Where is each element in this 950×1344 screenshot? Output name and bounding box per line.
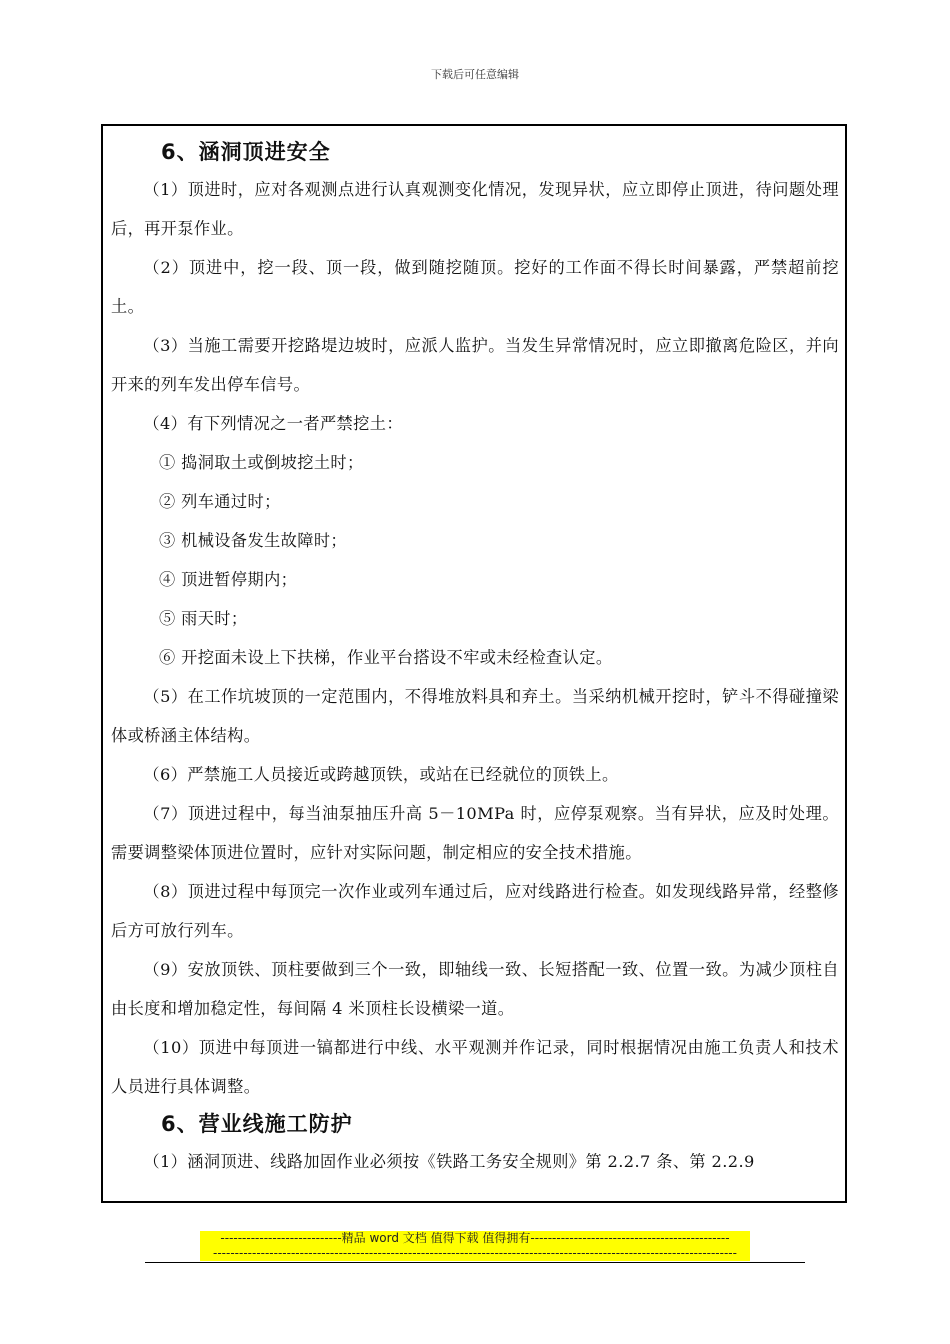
paragraph-2: （2）顶进中，挖一段、顶一段，做到随挖随顶。挖好的工作面不得长时间暴露，严禁超前挖土。 — [111, 258, 839, 316]
paragraph-4: （4）有下列情况之一者严禁挖土： — [143, 414, 403, 433]
document-body — [103, 126, 845, 1181]
document-frame — [101, 124, 847, 1203]
paragraph-6: （6）严禁施工人员接近或跨越顶铁，或站在已经就位的顶铁上。 — [143, 765, 619, 784]
paragraph-1: （1）顶进时，应对各观测点进行认真观测变化情况，发现异状，应立即停止顶进，待问题处理后，再开泵作业。 — [111, 180, 839, 238]
paragraph-10: （10）顶进中每顶进一镐都进行中线、水平观测并作记录，同时根据情况由施工负责人和技术人员进行具体调整。 — [111, 1038, 839, 1096]
paragraph-9: （9）安放顶铁、顶柱要做到三个一致，即轴线一致、长短搭配一致、位置一致。为减少顶柱自由长度和增加稳定性，每间隔 4 米顶柱长设横梁一道。 — [111, 960, 839, 1018]
list-item-2: ② 列车通过时； — [159, 492, 281, 511]
paragraph-section2-1: （1）涵洞顶进、线路加固作业必须按《铁路工务安全规则》第 2.2.7 条、第 2.2.9 — [143, 1152, 755, 1171]
section-heading-culvert-jacking: 6、涵洞顶进安全 — [161, 140, 331, 164]
footer-line-1: ----------------------------精品 word 文档 值得下载 值得拥有---------------------------------------------- — [220, 1231, 730, 1245]
list-item-3: ③ 机械设备发生故障时； — [159, 531, 348, 550]
header-note: 下载后可任意编辑 — [431, 68, 519, 81]
list-item-6: ⑥ 开挖面未设上下扶梯，作业平台搭设不牢或未经检查认定。 — [159, 648, 613, 667]
footer-banner — [200, 1231, 750, 1261]
list-item-5: ⑤ 雨天时； — [159, 609, 248, 628]
paragraph-3: （3）当施工需要开挖路堤边坡时，应派人监护。当发生异常情况时，应立即撤离危险区，并向开来的列车发出停车信号。 — [111, 336, 839, 394]
paragraph-7: （7）顶进过程中，每当油泵抽压升高 5－10MPa 时，应停泵观察。当有异状，应及时处理。需要调整梁体顶进位置时，应针对实际问题，制定相应的安全技术措施。 — [111, 804, 839, 862]
footer-line-2: ------------------------------------------------------------------------------------------------------------------------- — [213, 1246, 737, 1260]
section-heading-line-protection: 6、营业线施工防护 — [161, 1112, 353, 1136]
paragraph-8: （8）顶进过程中每顶完一次作业或列车通过后，应对线路进行检查。如发现线路异常，经整修后方可放行列车。 — [111, 882, 839, 940]
list-item-1: ① 捣洞取土或倒坡挖土时； — [159, 453, 364, 472]
footer-divider — [145, 1262, 805, 1263]
paragraph-5: （5）在工作坑坡顶的一定范围内，不得堆放料具和弃土。当采纳机械开挖时，铲斗不得碰撞梁体或桥涵主体结构。 — [111, 687, 839, 745]
list-item-4: ④ 顶进暂停期内； — [159, 570, 298, 589]
